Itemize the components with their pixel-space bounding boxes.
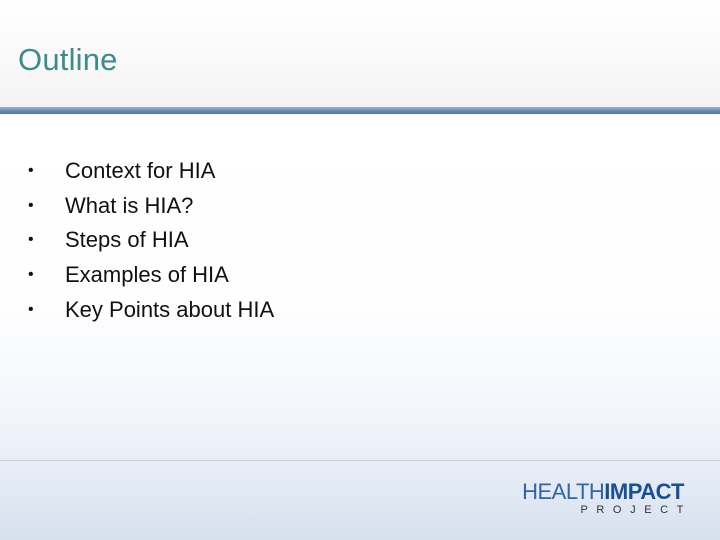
header-divider [0, 107, 720, 114]
list-item [24, 292, 274, 327]
health-impact-project-logo [464, 479, 692, 520]
list-item [24, 258, 274, 293]
list-item-text: Context for HIA [65, 158, 216, 184]
list-item [24, 154, 274, 189]
list-item [24, 223, 274, 258]
logo-word-impact: IMPACT [604, 479, 684, 504]
logo-wordmark [522, 480, 684, 504]
bullet-icon: • [28, 231, 34, 249]
bullet-icon: • [28, 196, 34, 214]
list-item [24, 189, 274, 224]
list-item-text: Key Points about HIA [65, 296, 275, 322]
bullet-icon: • [28, 162, 34, 180]
bullet-icon: • [28, 300, 34, 318]
list-item-text: What is HIA? [65, 192, 194, 218]
footer-divider [0, 460, 720, 461]
list-item-text: Steps of HIA [65, 227, 189, 253]
list-item-text: Examples of HIA [65, 262, 229, 288]
bullet-icon: • [28, 266, 34, 284]
outline-list [24, 154, 274, 327]
slide-header [0, 0, 720, 108]
slide-title: Outline [18, 42, 118, 77]
logo-subtitle: PROJECT [580, 504, 692, 516]
logo-word-health: HEALTH [522, 479, 605, 504]
